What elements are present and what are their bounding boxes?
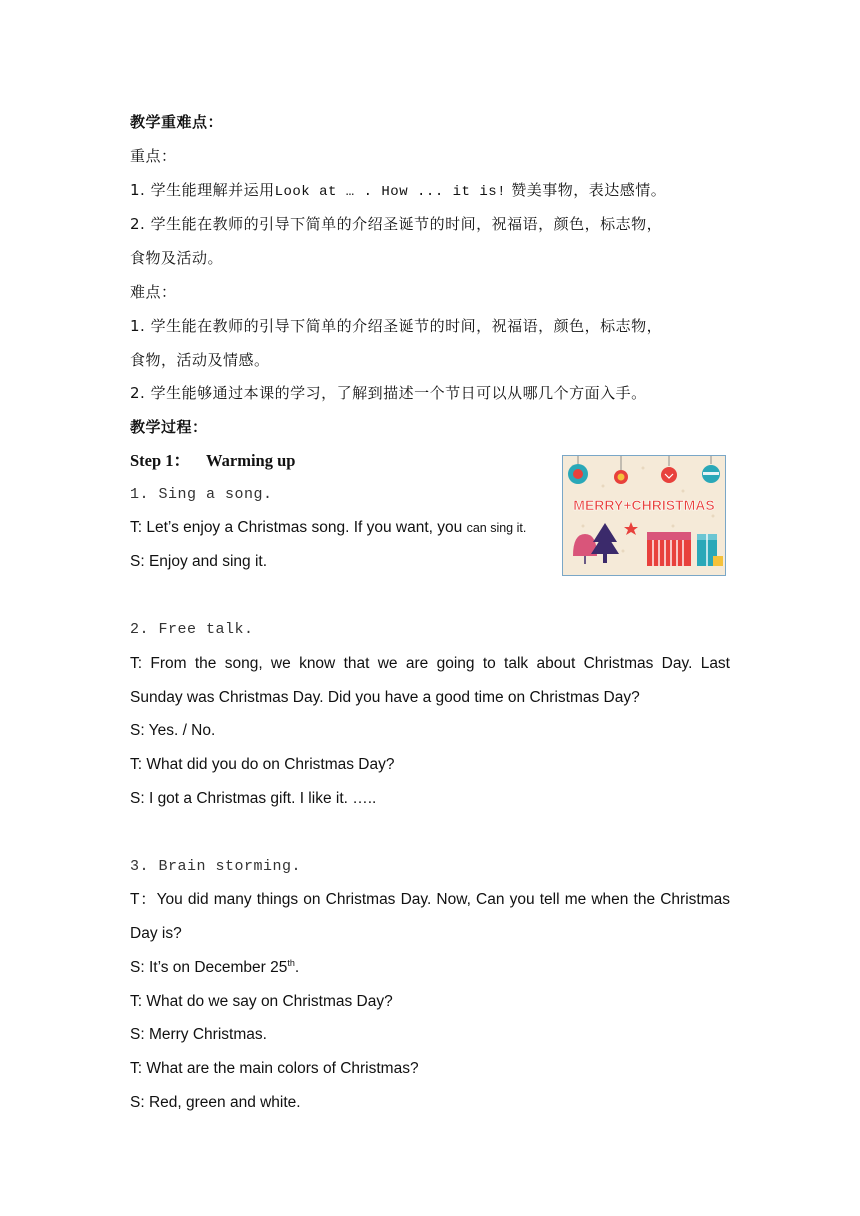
process-heading: 教学过程： bbox=[130, 418, 208, 436]
step1-prefix: Step 1： bbox=[130, 451, 191, 470]
step1-student-line: S: Enjoy and sing it. bbox=[130, 553, 267, 570]
difficult-point-1-line2: 食物，活动及情感。 bbox=[130, 351, 270, 369]
step3-teacher-line3: T: What are the main colors of Christmas? bbox=[130, 1060, 419, 1077]
difficult-points-label: 难点： bbox=[130, 283, 177, 301]
step2-teacher-line1: T: From the song, we know that we are going to talk about Christmas Day. Last bbox=[130, 655, 730, 672]
christmas-card-image bbox=[562, 455, 726, 576]
step1-teacher-small: can sing it. bbox=[466, 521, 527, 535]
step3-student-line1 bbox=[130, 958, 730, 978]
christmas-card-art bbox=[563, 456, 725, 575]
focus-heading: 教学重难点： bbox=[130, 113, 224, 131]
difficult-point-2: 2. 学生能够通过本课的学习，了解到描述一个节日可以从哪几个方面入手。 bbox=[130, 384, 647, 402]
step3-student-date-end: . bbox=[294, 959, 300, 976]
step1-teacher-main: T: Let’s enjoy a Christmas song. If you want, you bbox=[130, 519, 467, 536]
step2-student-line2: S: I got a Christmas gift. I like it. ….. bbox=[130, 790, 377, 807]
step3-teacher-line2: T: What do we say on Christmas Day? bbox=[130, 993, 393, 1010]
step2-teacher-line3: T: What did you do on Christmas Day? bbox=[130, 756, 395, 773]
step3-teacher-line1: T：You did many things on Christmas Day. Now, Can you tell me when the Christmas bbox=[130, 891, 730, 908]
step3-student-date-suffix: th bbox=[287, 957, 295, 968]
banner-text: MERRY+CHRISTMAS bbox=[573, 497, 715, 513]
key-points-label: 重点： bbox=[130, 147, 177, 165]
step3-student-line2: S: Merry Christmas. bbox=[130, 1026, 267, 1043]
key-point-1 bbox=[130, 180, 730, 202]
step3-teacher-line1-cont: Day is? bbox=[130, 925, 182, 942]
key-point-1-phrase: Look at … . How ... it is! bbox=[274, 184, 507, 200]
key-point-2-line2: 食物及活动。 bbox=[130, 249, 224, 267]
step1-item-sing-song: 1. Sing a song. bbox=[130, 486, 273, 503]
step3-item-brain-storming: 3. Brain storming. bbox=[130, 858, 302, 875]
key-point-1-prefix: 1. 学生能理解并运用 bbox=[130, 181, 275, 199]
step2-teacher-line2: Sunday was Christmas Day. Did you have a good time on Christmas Day? bbox=[130, 689, 640, 706]
difficult-point-1-line1: 1. 学生能在教师的引导下简单的介绍圣诞节的时间，祝福语，颜色，标志物， bbox=[130, 317, 663, 335]
step3-student-date: S: It’s on December 25 bbox=[130, 959, 288, 976]
key-point-1-suffix: 赞美事物，表达感情。 bbox=[506, 181, 667, 199]
step1-title: Warming up bbox=[206, 451, 296, 470]
step3-student-line3: S: Red, green and white. bbox=[130, 1094, 301, 1111]
key-point-2-line1: 2. 学生能在教师的引导下简单的介绍圣诞节的时间，祝福语，颜色，标志物， bbox=[130, 215, 663, 233]
step2-student-line1: S: Yes. / No. bbox=[130, 722, 216, 739]
step2-item-free-talk: 2. Free talk. bbox=[130, 621, 254, 638]
